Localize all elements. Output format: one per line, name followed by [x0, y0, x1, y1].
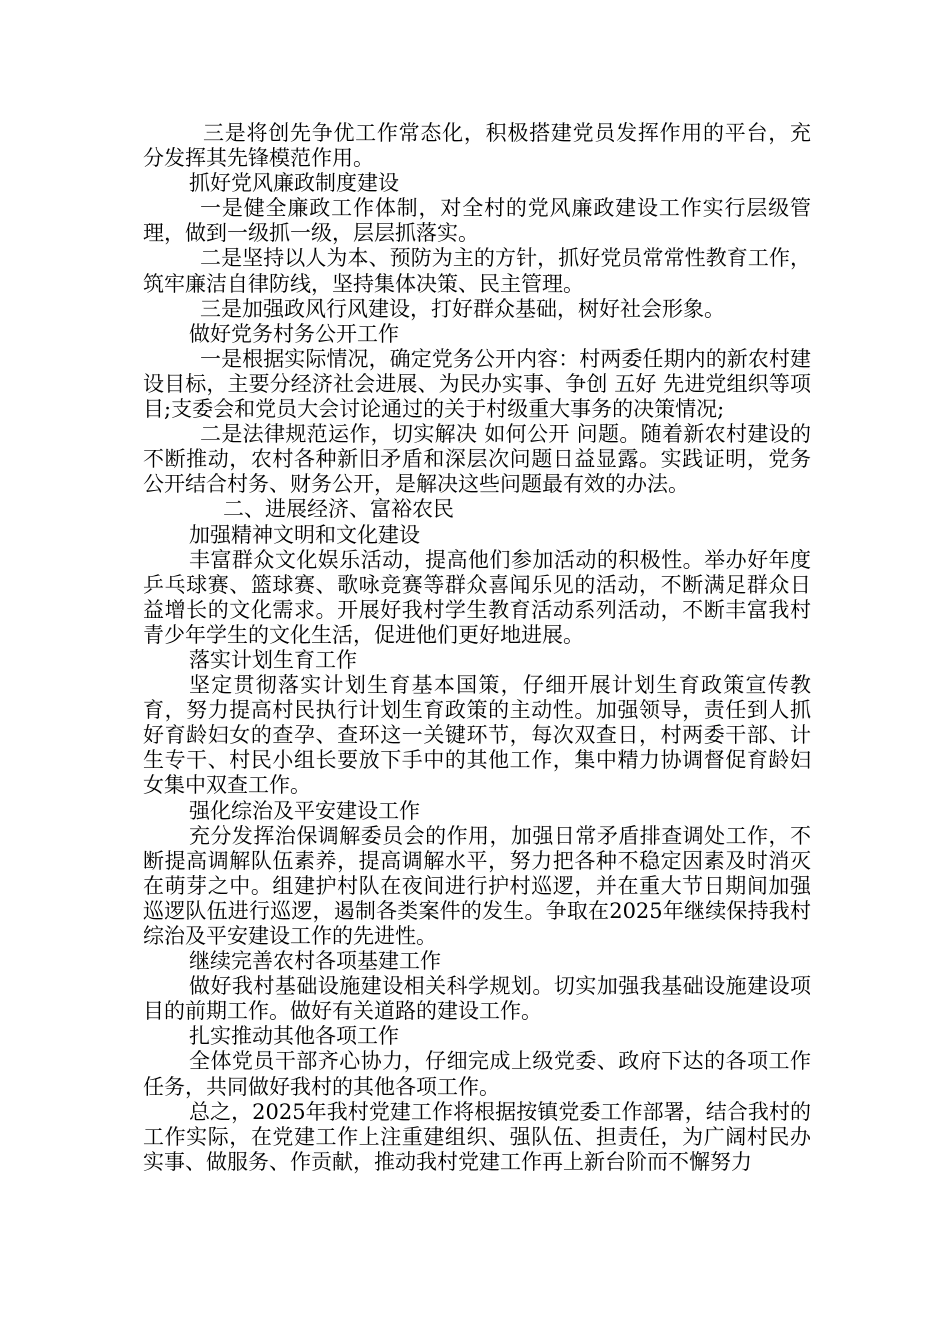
paragraph-p5: 一是根据实际情况，确定党务公开内容：村两委任期内的新农村建设目标，主要分经济社会进展、为民办实事、争创 五好 先进党组织等项目;支委会和党员大会讨论通过的关于村级重大事务的决策情况;	[143, 346, 811, 422]
paragraph-p7: 丰富群众文化娱乐活动，提高他们参加活动的积极性。举办好年度乒乓球赛、篮球赛、歌咏竞赛等群众喜闻乐见的活动，不断满足群众日益增长的文化需求。开展好我村学生教育活动系列活动，不断丰富我村青少年学生的文化生活，促进他们更好地进展。	[143, 547, 811, 647]
heading-h1: 抓好党风廉政制度建设	[189, 171, 399, 196]
heading-h6: 强化综治及平安建设工作	[189, 798, 420, 823]
paragraph-p2: 一是健全廉政工作体制，对全村的党风廉政建设工作实行层级管理，做到一级抓一级，层层抓落实。	[143, 196, 811, 246]
paragraph-p6: 二是法律规范运作，切实解决 如何公开 问题。随着新农村建设的不断推动，农村各种新旧矛盾和深层次问题日益显露。实践证明，党务公开结合村务、财务公开，是解决这些问题最有效的办法。	[143, 422, 811, 497]
heading-h7: 继续完善农村各项基建工作	[189, 949, 441, 974]
section-heading: 二、进展经济、富裕农民	[223, 497, 454, 522]
paragraph-p11: 全体党员干部齐心协力，仔细完成上级党委、政府下达的各项工作任务，共同做好我村的其他各项工作。	[143, 1049, 811, 1099]
paragraph-p10: 做好我村基础设施建设相关科学规划。切实加强我基础设施建设项目的前期工作。做好有关道路的建设工作。	[143, 974, 811, 1024]
heading-h8: 扎实推动其他各项工作	[189, 1024, 399, 1049]
paragraph-p4: 三是加强政风行风建设，打好群众基础，树好社会形象。	[200, 296, 725, 321]
paragraph-p8: 坚定贯彻落实计划生育基本国策，仔细开展计划生育政策宣传教育，努力提高村民执行计划生育政策的主动性。加强领导，责任到人抓好育龄妇女的查孕、查环这一关键环节，每次双查日，村两委干部、计生专干、村民小组长要放下手中的其他工作，集中精力协调督促育龄妇女集中双查工作。	[143, 673, 811, 798]
heading-h5: 落实计划生育工作	[189, 647, 357, 672]
paragraph-p12: 总之，2025年我村党建工作将根据按镇党委工作部署，结合我村的工作实际，在党建工作上注重建组织、强队伍、担责任，为广阔村民办实事、做服务、作贡献，推动我村党建工作再上新台阶而不懈努力	[143, 1099, 811, 1174]
heading-h4: 加强精神文明和文化建设	[189, 522, 420, 547]
heading-h2: 做好党务村务公开工作	[189, 321, 399, 346]
paragraph-p3: 二是坚持以人为本、预防为主的方针，抓好党员常常性教育工作，筑牢廉洁自律防线，坚持集体决策、民主管理。	[143, 246, 811, 296]
paragraph-p1: 三是将创先争优工作常态化，积极搭建党员发挥作用的平台，充分发挥其先锋模范作用。	[143, 121, 811, 171]
paragraph-p9: 充分发挥治保调解委员会的作用，加强日常矛盾排查调处工作，不断提高调解队伍素养，提高调解水平，努力把各种不稳定因素及时消灭在萌芽之中。组建护村队在夜间进行护村巡逻，并在重大节日期间加强巡逻队伍进行巡逻，遏制各类案件的发生。争取在2025年继续保持我村综治及平安建设工作的先进性。	[143, 823, 811, 948]
document-page	[143, 121, 811, 1175]
